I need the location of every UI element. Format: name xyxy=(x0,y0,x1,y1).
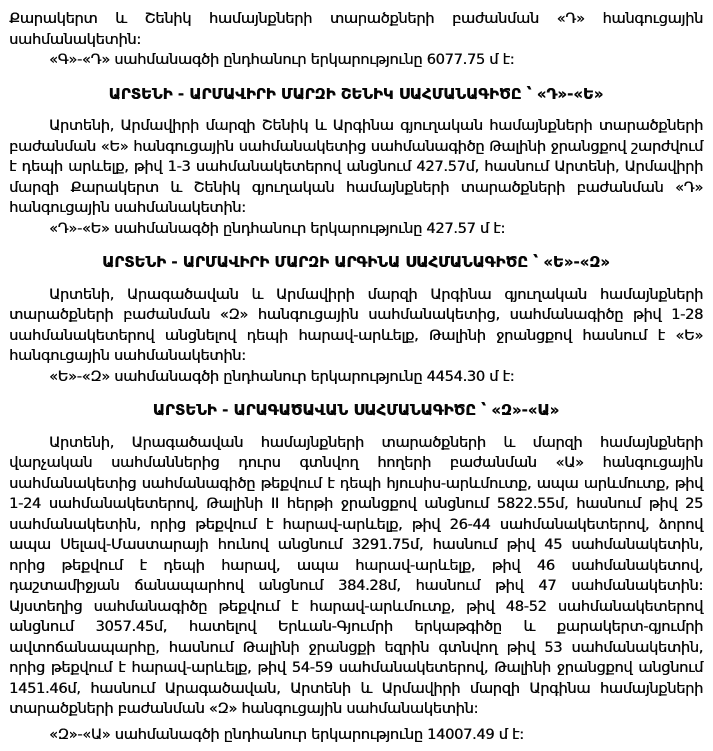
section-body-argina: Արտենի, Արագածավան և Արմավիրի մարզի Արգինա գյուղական համայնքների տարածքների բաժանման «Զ» հանգուցային սահմանակետից, սահմանագիծը թիվ 1-28 սահմանակետերով անցնելով դեպի հարավ-արևելք, Թալինի ջրանցքով հասնում է «Ե» հանգուցային սահմանակետին: xyxy=(9,285,703,364)
boundary-length-line-e-z: «Ե»-«Զ» սահմանագծի ընդհանուր երկարությունը 4454.30 մ է: xyxy=(49,367,515,385)
section-body-shenik: Արտենի, Արմավիրի մարզի Շենիկ և Արգինա գյուղական համայնքների տարածքների բաժանման «Ե» հանգուցային սահմանակետից սահմանագիծը Թալինի ջրանցքով շարժվում է դեպի արևելք, թիվ 1-3 սահմանակետերով անցնում 427.57մ, հասնում Արտենի, Արմավիրի մարզի Քարակերտ և Շենիկ գյուղական համայնքների տարածքների բաժանման «Դ» հանգուցային սահմանակետին: xyxy=(9,117,703,216)
section-heading-shenik: ԱՐՏԵՆԻ - ԱՐՄԱՎԻՐԻ ՄԱՐԶԻ ՇԵՆԻԿ ՍԱՀՄԱՆԱԳԻԾԸ ՝ «Դ»-«Ե» xyxy=(108,85,604,103)
section-body-aragatsavan: Արտենի, Արագածավան համայնքների տարածքների և մարզի համայնքների վարչական սահմաններից դուրս գտնվող հողերի բաժանման «Ա» հանգուցային սահմանակետից սահմանագիծը թեքվում է դեպի հյուսիս-արևմուտք, ապա արևմուտք, թիվ 1-24 սահմանակետերով, Թալինի II հերթի ջրանցքով անցնում 5822.55մ, հասնում թիվ 25 սահմանակետին, որից թեքվում է հարավ-արևելք, թիվ 26-44 սահմանակետերով, ձորով ապա Սելավ-Մաստարայի հունով անցնում 3291.75մ, հասնում թիվ 45 սահմանակետին, որից թեքվում է դեպի հարավ, ապա հարավ-արևելք, թիվ 46 սահմանակետով, դաշտամիջյան ճանապարհով անցնում 384.28մ, հասնում թիվ 47 սահմանակետին: Այստեղից սահմանագիծը թեքվում է հարավ-արևմուտք, թիվ 48-52 սահմանակետերով անցնում 3057.45մ, հատելով Երևան-Գյումրի երկաթգիծը և քարակերտ-գյումրի ավտոճանապարհը, հասնում Թալինի ջրանցքի եզրին գտնվող թիվ 53 սահմանակետին, որից թեքվում է հարավ-արևելք, թիվ 54-59 սահմանակետերով, Թալինի ջրանցքով անցնում 1451.46մ, հասնում Արագածավան, Արտենի և Արմավիրի մարզի Արգինա համայնքների տարածքների բաժանման «Զ» հանգուցային սահմանակետին: xyxy=(9,433,703,717)
section-heading-argina: ԱՐՏԵՆԻ - ԱՐՄԱՎԻՐԻ ՄԱՐԶԻ ԱՐԳԻՆԱ ՍԱՀՄԱՆԱԳԻԾԸ ՝ «Ե»-«Զ» xyxy=(102,254,610,271)
boundary-length-line-d-e: «Դ»-«Ե» սահմանագծի ընդհանուր երկարությունը 427.57 մ է: xyxy=(49,219,505,237)
boundary-length-line-g-d: «Գ»-«Դ» սահմանագծի ընդհանուր երկարությունը 6077.75 մ է: xyxy=(49,51,515,68)
section-heading-aragatsavan: ԱՐՏԵՆԻ - ԱՐԱԳԱԾԱՎԱՆ ՍԱՀՄԱՆԱԳԻԾԸ ՝ «Զ»-«Ա» xyxy=(152,402,560,419)
continuation-paragraph: Քարակերտ և Շենիկ համայնքների տարածքների բաժանման «Դ» հանգուցային սահմանակետին: xyxy=(9,10,703,48)
boundary-length-line-z-a: «Զ»-«Ա» սահմանագծի ընդհանուր երկարությունը 14007.49 մ է: xyxy=(49,725,524,743)
